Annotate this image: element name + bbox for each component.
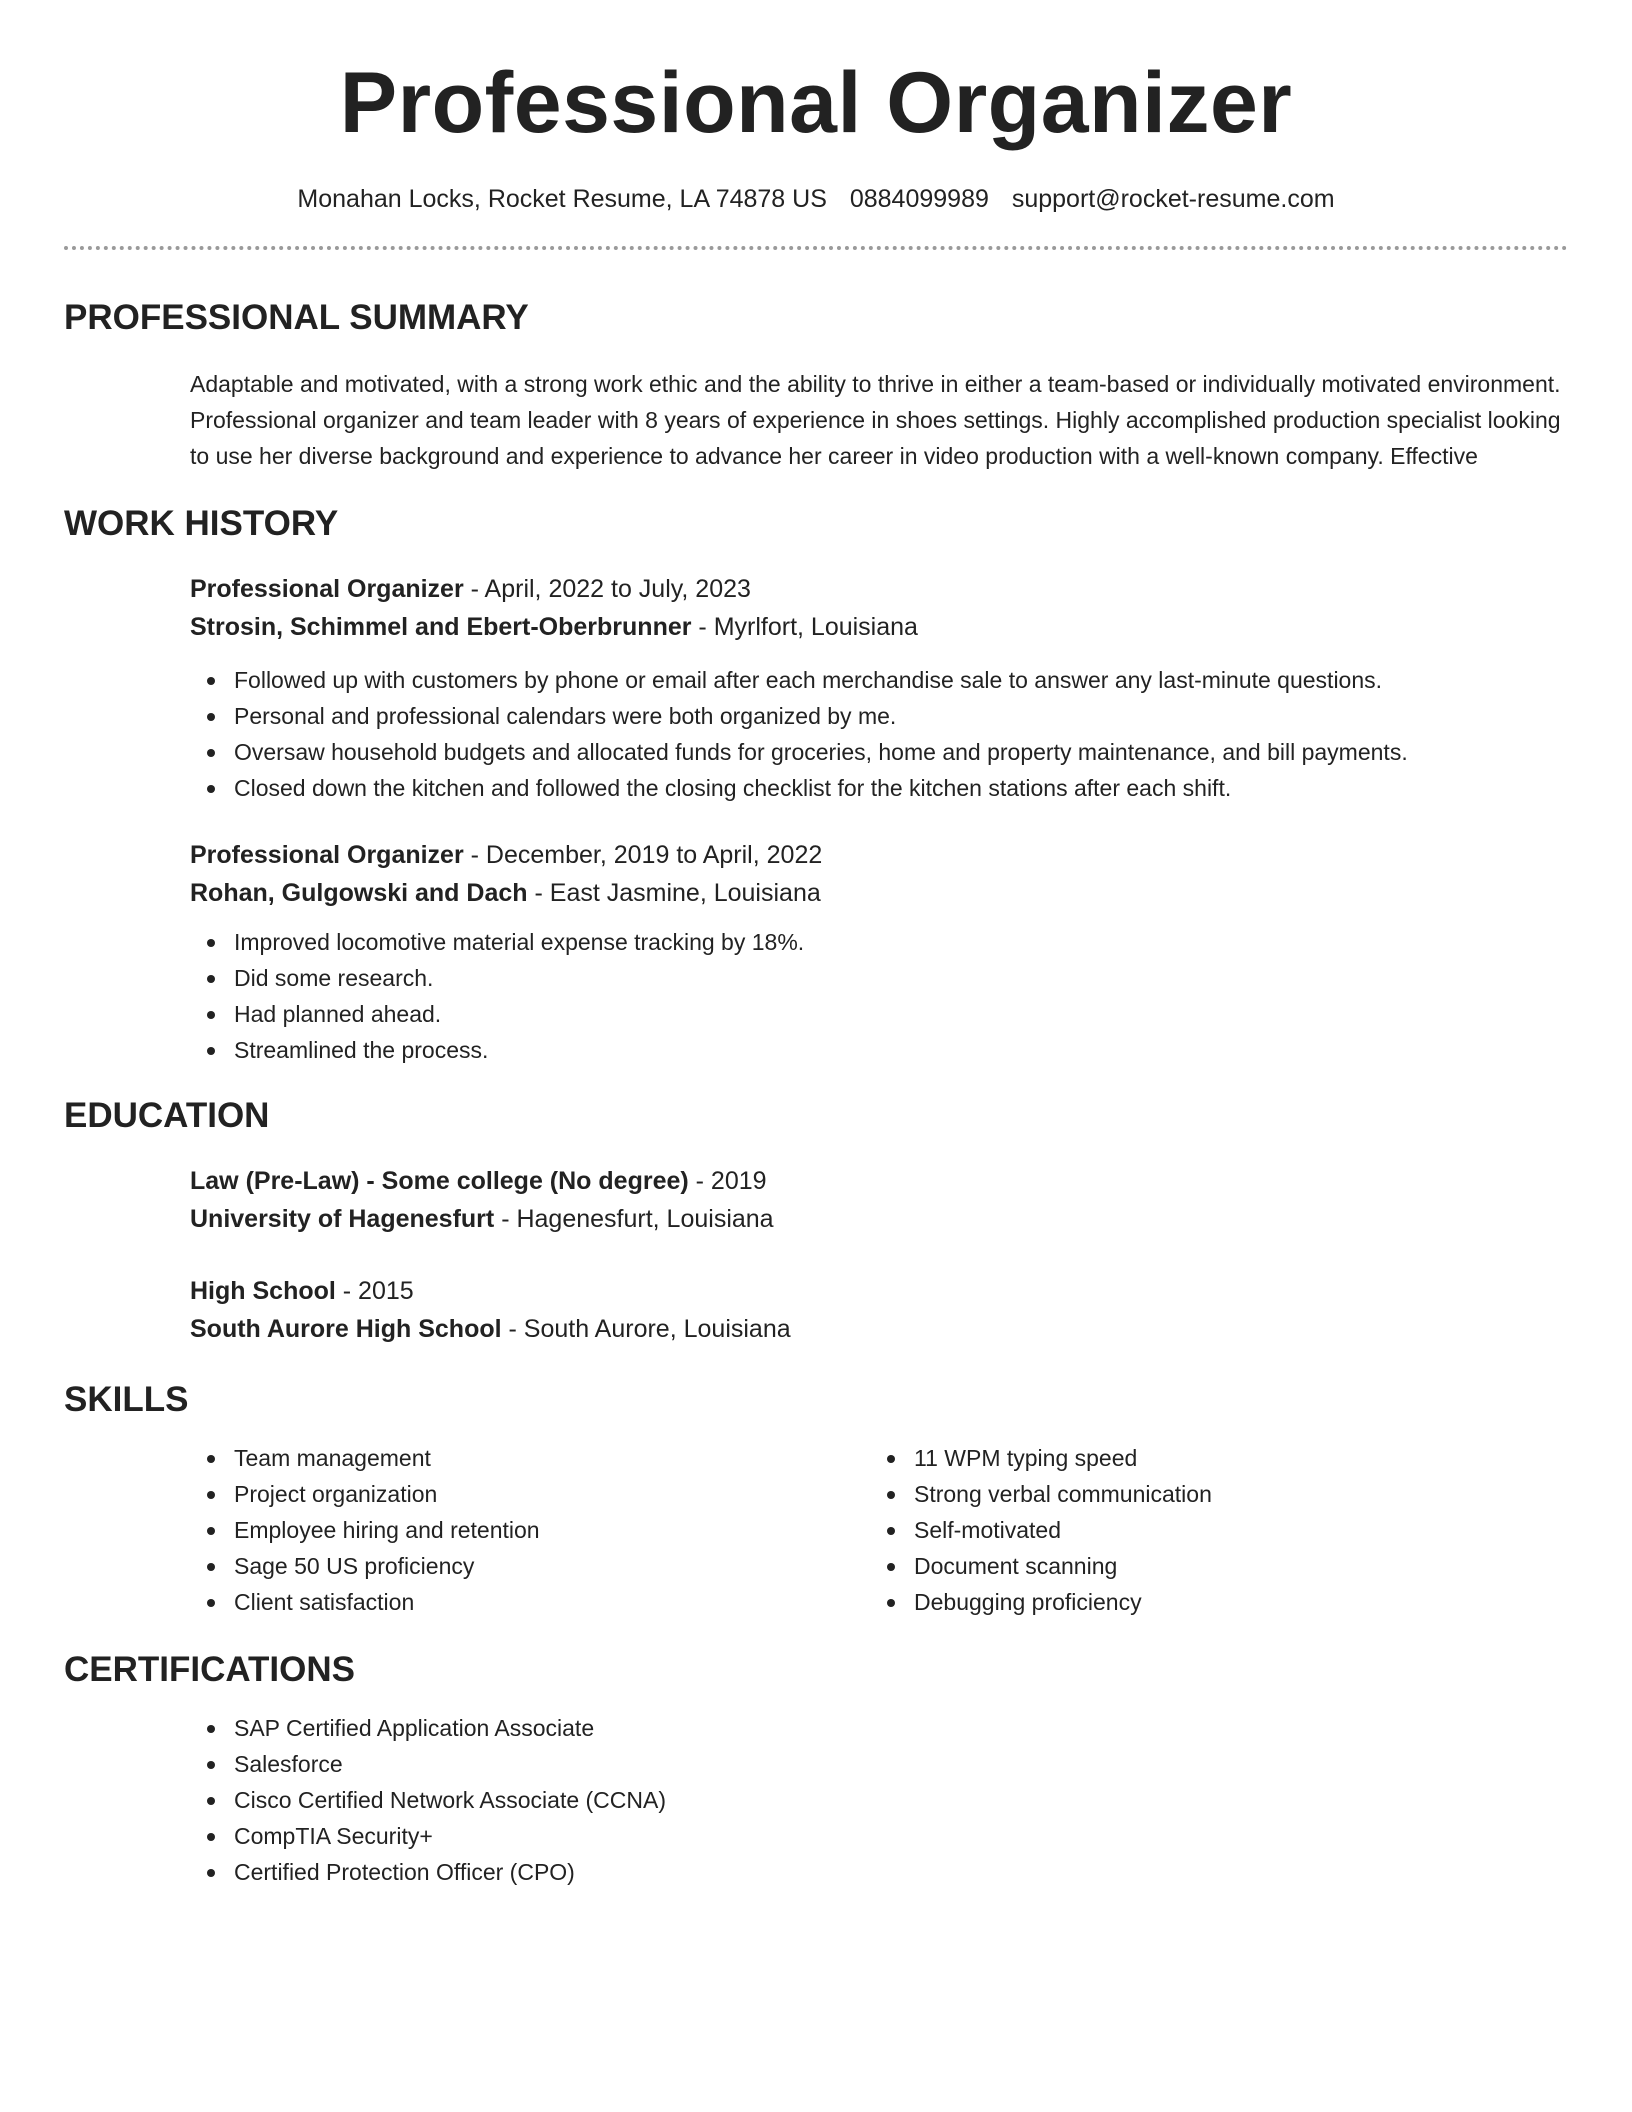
job-bullets	[190, 662, 1568, 806]
contact-address: Monahan Locks, Rocket Resume, LA 74878 US	[297, 185, 827, 213]
education-year: - 2019	[688, 1167, 767, 1195]
job-company: Strosin, Schimmel and Ebert-Oberbrunner	[190, 613, 692, 641]
job-dates: - December, 2019 to April, 2022	[463, 841, 823, 869]
job-entry	[190, 836, 1568, 1068]
candidate-name: Professional Organizer	[339, 55, 1293, 151]
list-item: Closed down the kitchen and followed the closing checklist for the kitchen stations after each shift.	[190, 770, 1568, 806]
job-bullets	[190, 924, 1568, 1068]
education-degree: High School	[190, 1277, 336, 1305]
job-title-line	[190, 836, 1568, 874]
job-title-line	[190, 570, 1568, 608]
section-title-work-history: WORK HISTORY	[64, 504, 339, 543]
list-item: Employee hiring and retention	[190, 1512, 870, 1548]
education-degree-line	[190, 1162, 1568, 1200]
list-item: Team management	[190, 1440, 870, 1476]
job-role: Professional Organizer	[190, 841, 464, 869]
education-degree: Law (Pre-Law) - Some college (No degree)	[190, 1167, 689, 1195]
list-item: CompTIA Security+	[190, 1818, 1568, 1854]
list-item: Client satisfaction	[190, 1584, 870, 1620]
summary-text: Adaptable and motivated, with a strong work ethic and the ability to thrive in either a team-based or individually motivated environment. Professional organizer and team leader with 8 years of experience in shoes settings. Highly accomplished production specialist looking to use her diverse background and experience to advance her career in video production with a well-known company. Effective	[190, 371, 1561, 469]
job-entry	[190, 570, 1568, 806]
list-item: Personal and professional calendars were both organized by me.	[190, 698, 1568, 734]
job-dates: - April, 2022 to July, 2023	[463, 575, 751, 603]
list-item: Debugging proficiency	[870, 1584, 1550, 1620]
job-company: Rohan, Gulgowski and Dach	[190, 879, 528, 907]
education-school-line	[190, 1310, 1568, 1348]
job-location: - East Jasmine, Louisiana	[527, 879, 821, 907]
list-item: Strong verbal communication	[870, 1476, 1550, 1512]
education-school: South Aurore High School	[190, 1315, 502, 1343]
list-item: Certified Protection Officer (CPO)	[190, 1854, 1568, 1890]
education-year: - 2015	[335, 1277, 414, 1305]
list-item: Did some research.	[190, 960, 1568, 996]
list-item: 11 WPM typing speed	[870, 1440, 1550, 1476]
contact-email: support@rocket-resume.com	[1011, 185, 1335, 213]
job-company-line	[190, 608, 1568, 646]
education-school-line	[190, 1200, 1568, 1238]
section-title-certifications: CERTIFICATIONS	[64, 1650, 356, 1689]
list-item: Sage 50 US proficiency	[190, 1548, 870, 1584]
list-item: Improved locomotive material expense tracking by 18%.	[190, 924, 1568, 960]
section-title-summary: PROFESSIONAL SUMMARY	[64, 298, 529, 337]
list-item: Project organization	[190, 1476, 870, 1512]
contact-phone: 0884099989	[849, 185, 989, 213]
education-degree-line	[190, 1272, 1568, 1310]
education-entry	[190, 1272, 1568, 1348]
education-location: - Hagenesfurt, Louisiana	[494, 1205, 774, 1233]
section-title-education: EDUCATION	[64, 1096, 270, 1135]
list-item: SAP Certified Application Associate	[190, 1710, 1568, 1746]
skills-column-left	[190, 1440, 870, 1620]
list-item: Self-motivated	[870, 1512, 1550, 1548]
list-item: Salesforce	[190, 1746, 1568, 1782]
list-item: Document scanning	[870, 1548, 1550, 1584]
list-item: Had planned ahead.	[190, 996, 1568, 1032]
skills-grid	[190, 1440, 1568, 1620]
education-location: - South Aurore, Louisiana	[501, 1315, 791, 1343]
list-item: Followed up with customers by phone or email after each merchandise sale to answer any last-minute questions.	[190, 662, 1568, 698]
list-item: Oversaw household budgets and allocated funds for groceries, home and property maintenance, and bill payments.	[190, 734, 1568, 770]
contact-line	[64, 182, 1568, 216]
education-school: University of Hagenesfurt	[190, 1205, 495, 1233]
job-company-line	[190, 874, 1568, 912]
section-title-skills: SKILLS	[64, 1380, 189, 1419]
job-role: Professional Organizer	[190, 575, 464, 603]
job-location: - Myrlfort, Louisiana	[691, 613, 918, 641]
list-item: Cisco Certified Network Associate (CCNA)	[190, 1782, 1568, 1818]
education-entry	[190, 1162, 1568, 1238]
certifications-list	[190, 1710, 1568, 1890]
list-item: Streamlined the process.	[190, 1032, 1568, 1068]
header-divider	[64, 246, 1568, 250]
skills-column-right	[870, 1440, 1550, 1620]
